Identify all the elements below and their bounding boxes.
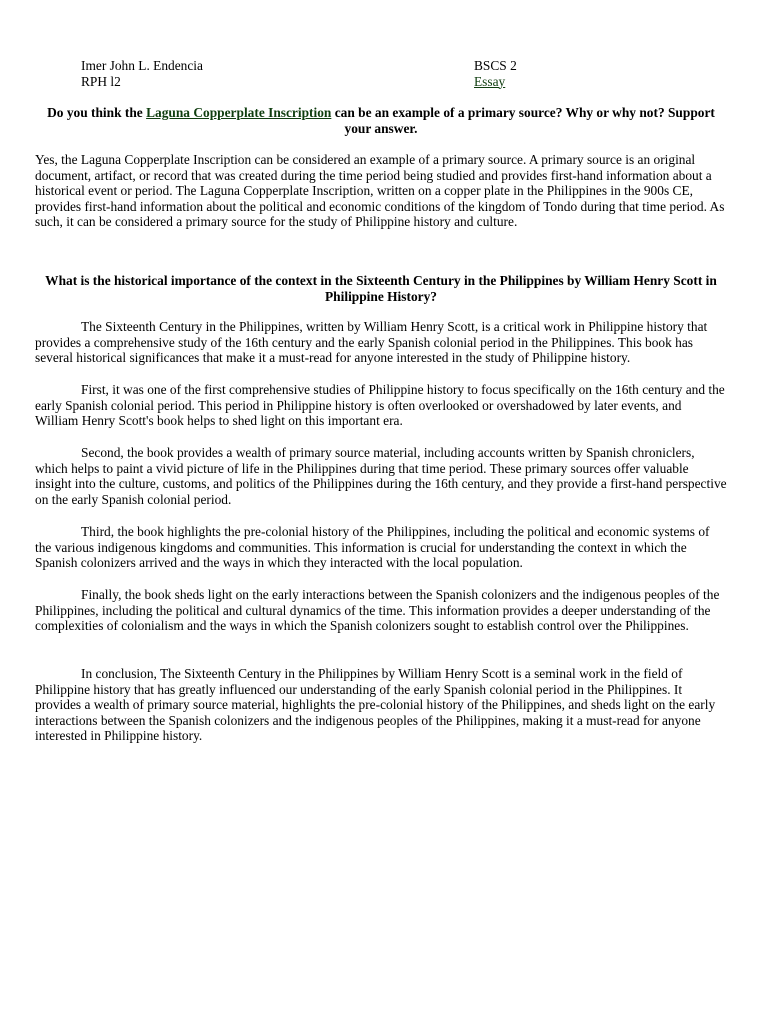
program-label: BSCS 2 <box>474 58 517 73</box>
question-1-suffix: can be an example of a primary source? Why or why not? Support your answer. <box>331 105 715 136</box>
question-1-prefix: Do you think the <box>47 105 147 120</box>
question-2: What is the historical importance of the context in the Sixteenth Century in the Philippines by William Henry Scott in Philippine History? <box>45 273 717 304</box>
answer-2-paragraph-conclusion: In conclusion, The Sixteenth Century in the Philippines by William Henry Scott is a seminal work in the field of Philippine history that has greatly influenced our understanding of the early Spanish colonial period in the Philippines. It provides a wealth of primary source material, highlights the pre-colonial history of the Philippines, and sheds light on the early interactions between the Spanish colonizers and the indigenous peoples of the Philippines, making it a must-read for anyone interested in Philippine history. <box>35 666 716 744</box>
answer-2-paragraph-second: Second, the book provides a wealth of primary source material, including accounts written by Spanish chroniclers, which helps to paint a vivid picture of life in the Philippines during that time period. These primary sources offer valuable insight into the culture, customs, and politics of the Philippines during the 16th century, and they provide a first-hand perspective on the early Spanish colonial period. <box>35 445 727 507</box>
header-right <box>474 58 517 89</box>
answer-2-paragraph-third: Third, the book highlights the pre-colonial history of the Philippines, including the political and economic systems of the various indigenous kingdoms and communities. This information is crucial for understanding the context in which the Spanish colonizers arrived and the ways in which they interacted with the local population. <box>35 524 710 571</box>
answer-2-paragraph-finally: Finally, the book sheds light on the early interactions between the Spanish colonizers and the indigenous peoples of the Philippines, including the political and cultural dynamics of the time. This information provides a deeper understanding of the complexities of colonialism and the ways in which the Spanish colonizers sought to establish control over the Philippines. <box>35 587 720 634</box>
essay-link[interactable]: Essay <box>474 73 506 89</box>
question-1 <box>36 105 726 136</box>
author-name: Imer John L. Endencia <box>81 58 203 73</box>
course-code: RPH l2 <box>81 73 121 89</box>
answer-1-paragraph: Yes, the Laguna Copperplate Inscription can be considered an example of a primary source. A primary source is an original document, artifact, or record that was created during the time period being studied and provides first-hand information about a historical event or period. The Laguna Copperplate Inscription, written on a copper plate in the Philippines in the 900s CE, provides first-hand information about the political and economic conditions of the kingdom of Tondo during that time period. As such, it can be considered a primary source for the study of Philippine history and culture. <box>35 152 725 230</box>
answer-2-paragraph-intro: The Sixteenth Century in the Philippines, written by William Henry Scott, is a critical work in Philippine history that provides a comprehensive study of the 16th century and the early Spanish colonial period in the Philippines. This book has several historical significances that make it a must-read for anyone interested in the study of Philippine history. <box>35 319 708 366</box>
answer-2-paragraph-first: First, it was one of the first comprehensive studies of Philippine history to focus specifically on the 16th century and the early Spanish colonial period. This period in Philippine history is often overlooked or overshadowed by later events, and William Henry Scott's book helps to shed light on this important era. <box>35 382 725 429</box>
laguna-copperplate-link[interactable]: Laguna Copperplate Inscription <box>146 105 332 120</box>
header-left <box>81 58 203 89</box>
